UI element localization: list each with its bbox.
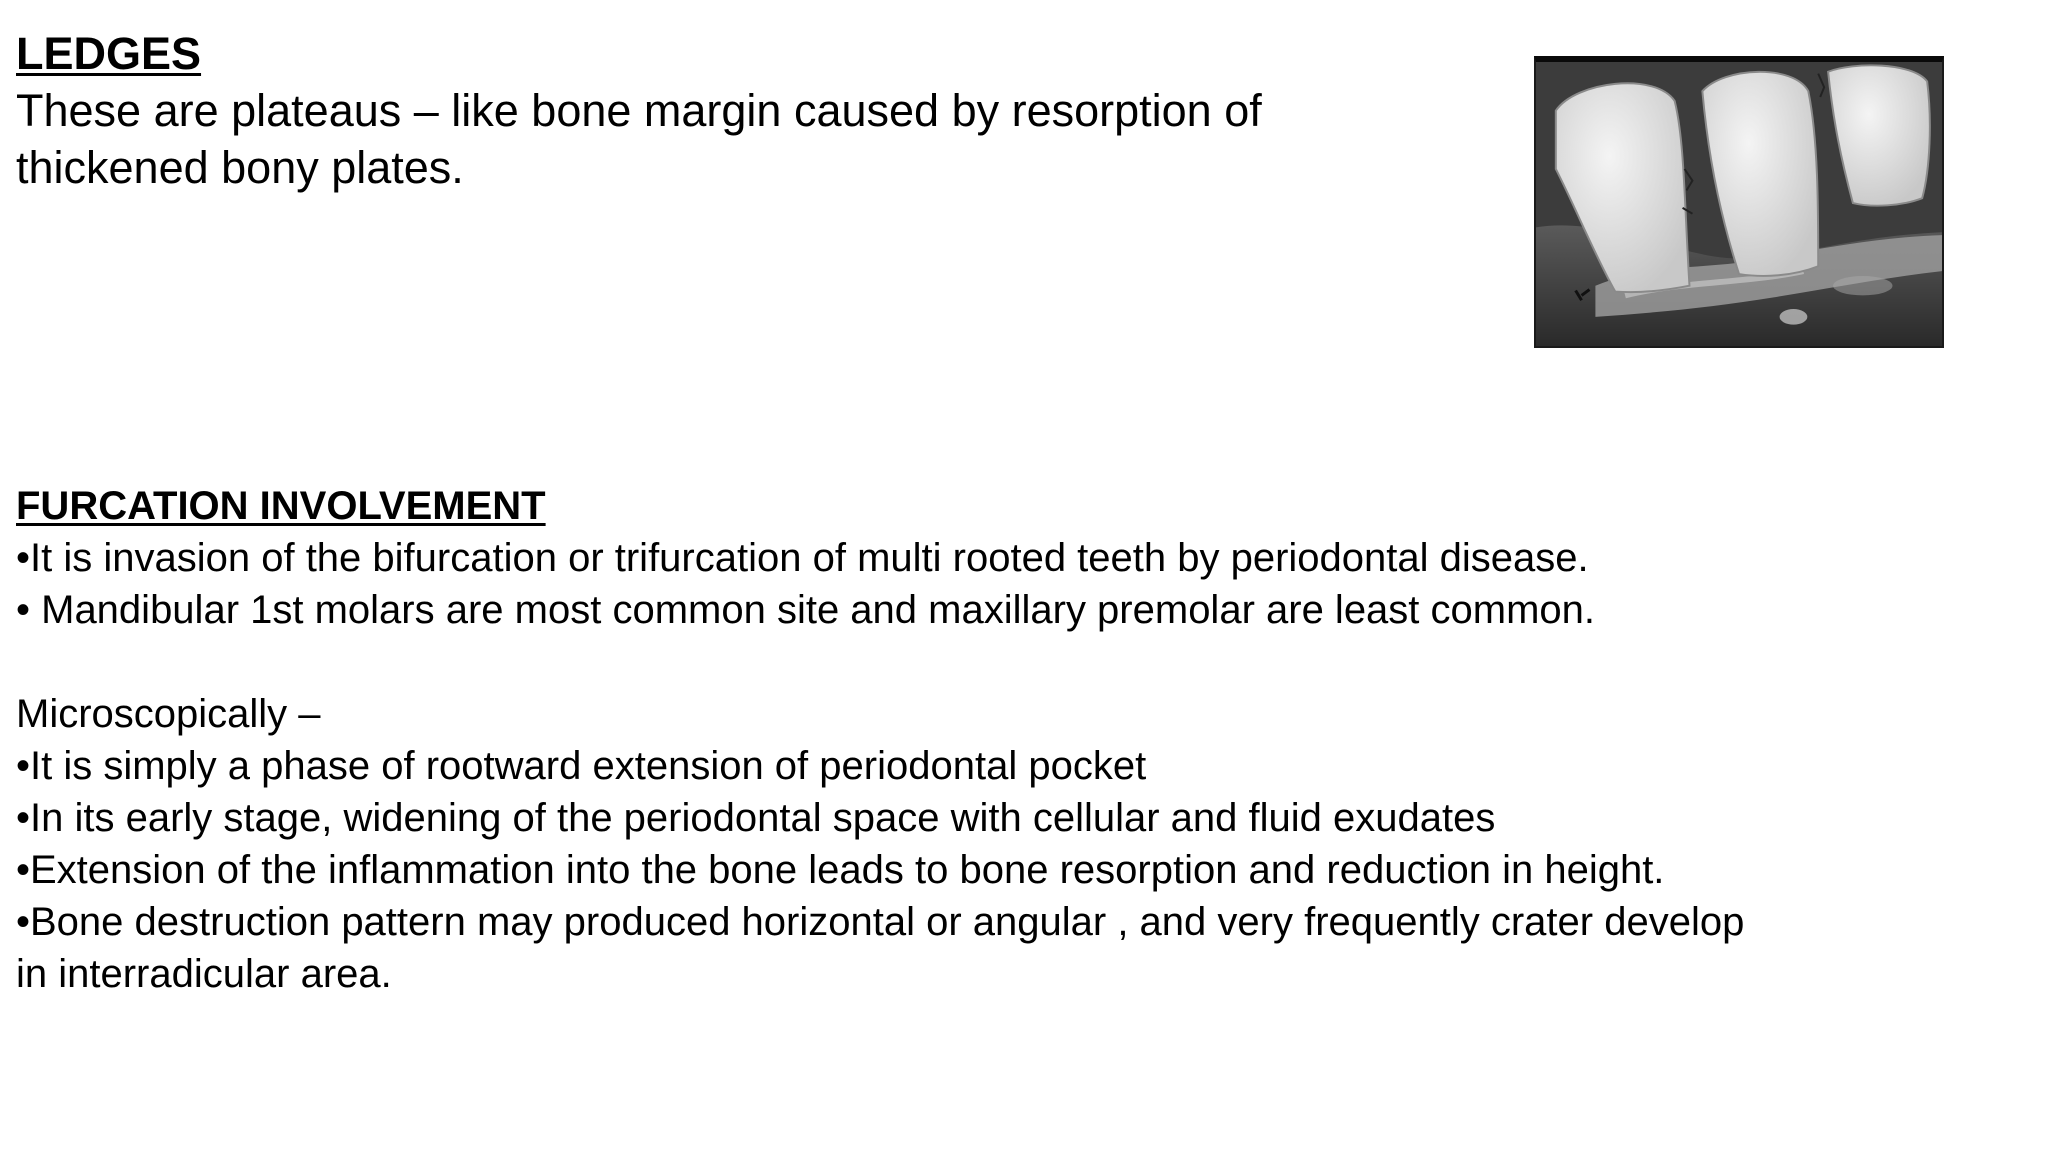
- furcation-section: [16, 480, 2016, 1000]
- tooth-ledge-photo: [1534, 56, 1944, 348]
- ledges-description-line: thickened bony plates.: [16, 142, 464, 193]
- furcation-heading: FURCATION INVOLVEMENT: [16, 484, 546, 528]
- microscopic-bullet: •In its early stage, widening of the periodontal space with cellular and fluid exudates: [16, 796, 1496, 840]
- tooth-photo-graphic: [1536, 62, 1942, 346]
- furcation-bullet: •It is invasion of the bifurcation or trifurcation of multi rooted teeth by periodontal disease.: [16, 536, 1589, 580]
- ledges-description-line: These are plateaus – like bone margin caused by resorption of: [16, 85, 1262, 136]
- microscopic-bullet-continuation: in interradicular area.: [16, 952, 392, 996]
- microscopically-heading: Microscopically –: [16, 692, 321, 736]
- microscopic-bullet: •It is simply a phase of rootward extension of periodontal pocket: [16, 744, 1147, 788]
- microscopic-bullet: •Bone destruction pattern may produced horizontal or angular , and very frequently crater develop: [16, 900, 1745, 944]
- microscopic-bullet: •Extension of the inflammation into the bone leads to bone resorption and reduction in height.: [16, 848, 1665, 892]
- ledges-heading: LEDGES: [16, 28, 202, 79]
- spacer: [16, 636, 2016, 688]
- furcation-bullet: • Mandibular 1st molars are most common site and maxillary premolar are least common.: [16, 588, 1596, 632]
- ledges-description: [16, 82, 1416, 196]
